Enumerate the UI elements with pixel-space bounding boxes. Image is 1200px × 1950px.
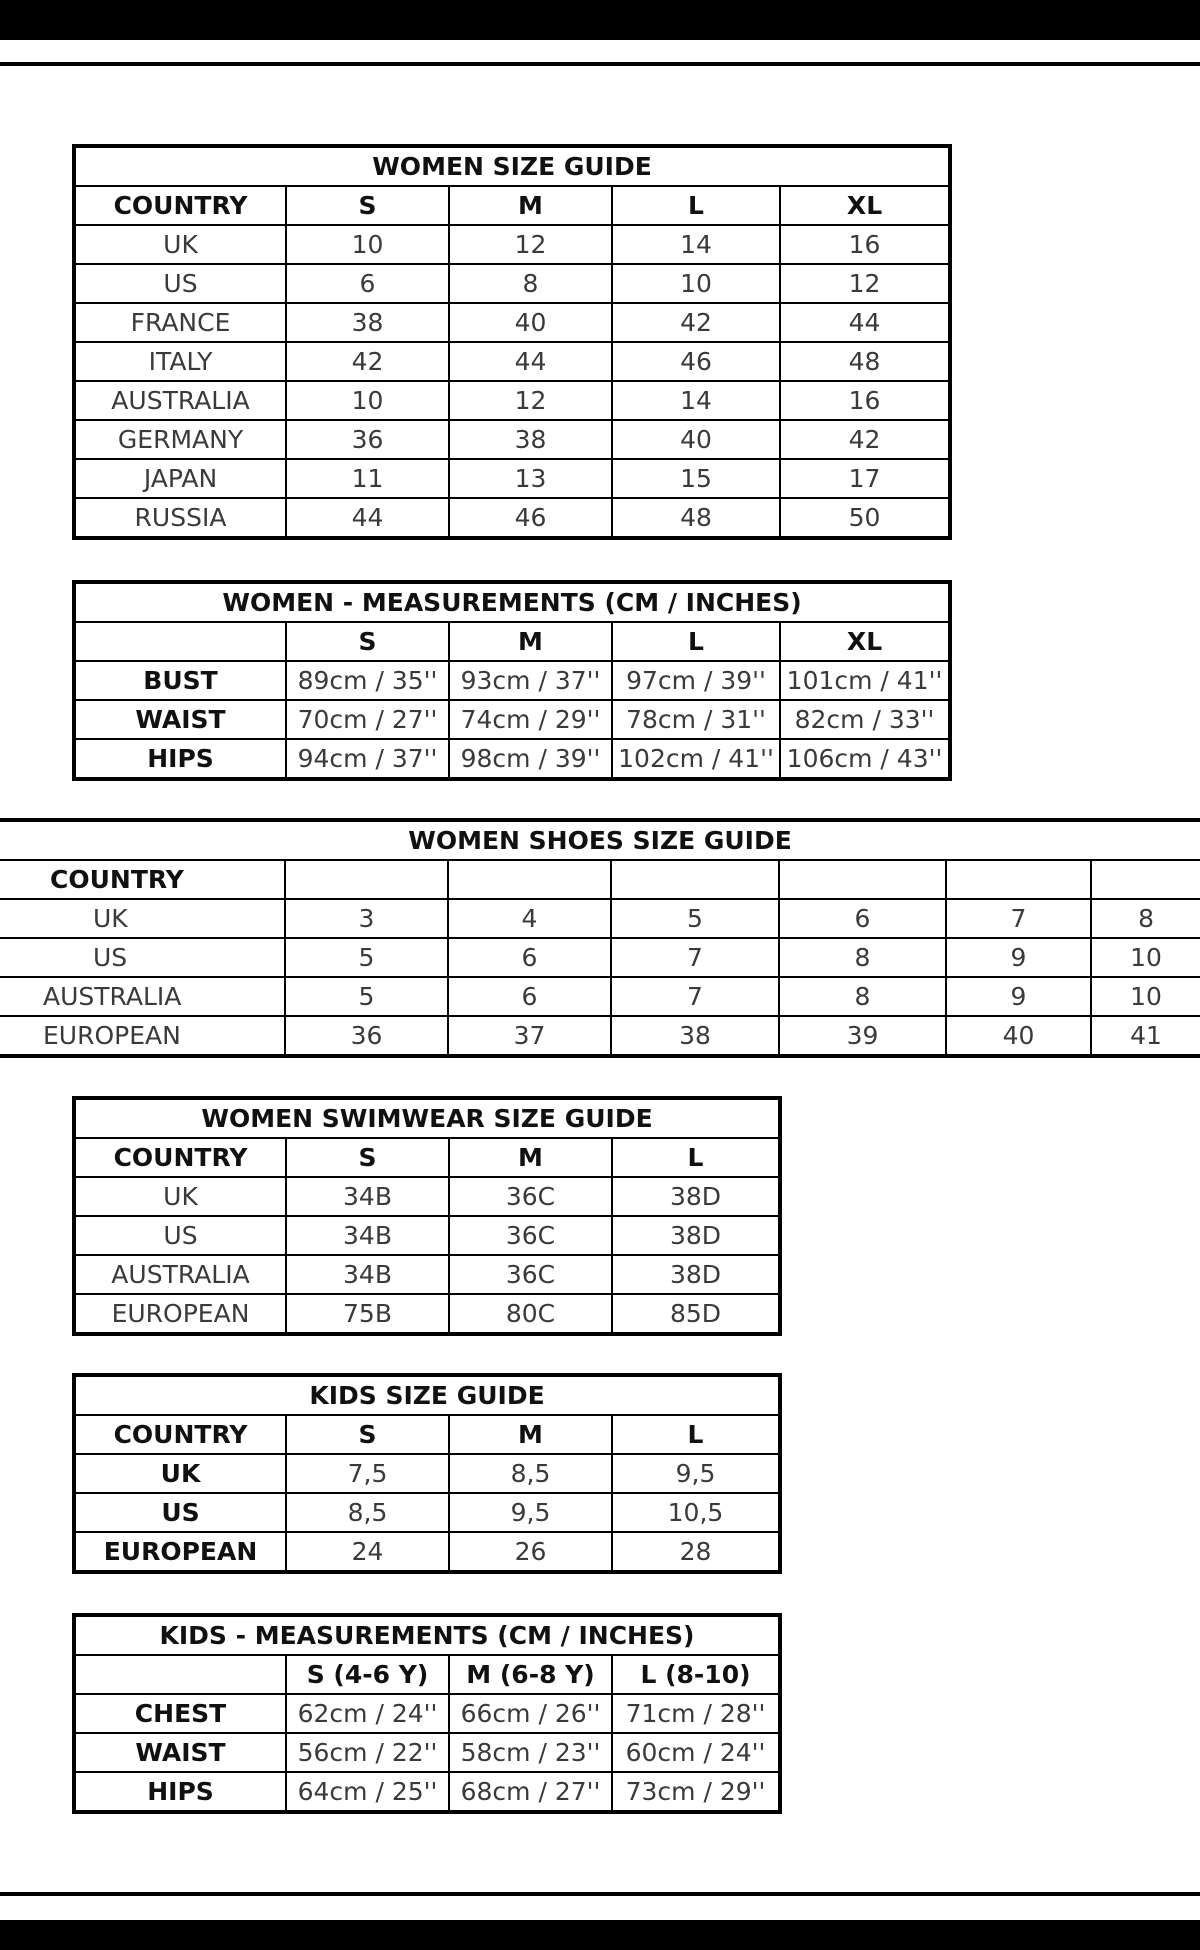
size-cell: 7 <box>946 899 1091 938</box>
bottom-black-bar <box>0 1920 1200 1950</box>
measure-label-cell: HIPS <box>74 1772 286 1812</box>
size-cell: 10,5 <box>612 1493 780 1532</box>
size-cell: 42 <box>612 303 780 342</box>
size-cell: 34B <box>286 1216 449 1255</box>
country-cell: US <box>74 264 286 303</box>
size-cell: 37 <box>448 1016 611 1056</box>
measure-cell: 97cm / 39'' <box>612 661 780 700</box>
header-cell: S <box>286 622 449 661</box>
size-cell: 9 <box>946 938 1091 977</box>
table-title: KIDS SIZE GUIDE <box>74 1375 780 1415</box>
table-row <box>74 1772 780 1812</box>
size-cell: 44 <box>286 498 449 538</box>
size-cell: 6 <box>779 899 946 938</box>
size-cell: 6 <box>448 938 611 977</box>
size-cell: 8 <box>779 977 946 1016</box>
table-row <box>74 303 950 342</box>
size-cell: 8,5 <box>449 1454 612 1493</box>
header-cell: L <box>612 186 780 225</box>
header-cell: L <box>612 1415 780 1454</box>
measure-label-cell: WAIST <box>74 1733 286 1772</box>
top-divider-line <box>0 62 1200 66</box>
size-cell: 46 <box>449 498 612 538</box>
country-cell: AUSTRALIA <box>74 381 286 420</box>
size-cell: 41 <box>1091 1016 1200 1056</box>
table-row <box>74 1255 780 1294</box>
size-cell: 38D <box>612 1177 780 1216</box>
size-cell: 38 <box>286 303 449 342</box>
size-cell: 5 <box>285 938 448 977</box>
table-header-row <box>74 622 950 661</box>
country-cell: FRANCE <box>74 303 286 342</box>
kids-measurements-table <box>72 1613 782 1814</box>
header-cell: COUNTRY <box>74 1415 286 1454</box>
measure-cell: 70cm / 27'' <box>286 700 449 739</box>
size-cell: 36 <box>285 1016 448 1056</box>
table-title: WOMEN SIZE GUIDE <box>74 146 950 186</box>
size-cell: 44 <box>780 303 950 342</box>
table-title: WOMEN - MEASUREMENTS (CM / INCHES) <box>74 582 950 622</box>
measure-cell: 62cm / 24'' <box>286 1694 449 1733</box>
country-cell: US <box>0 938 285 977</box>
table-row <box>74 739 950 779</box>
header-cell: L <box>612 1138 780 1177</box>
table-title: WOMEN SHOES SIZE GUIDE <box>0 820 1200 860</box>
measure-label-cell: CHEST <box>74 1694 286 1733</box>
header-cell: M (6-8 Y) <box>449 1655 612 1694</box>
header-cell: S <box>286 1415 449 1454</box>
size-cell: 13 <box>449 459 612 498</box>
size-cell: 34B <box>286 1177 449 1216</box>
size-cell: 36C <box>449 1216 612 1255</box>
size-cell: 40 <box>449 303 612 342</box>
table-row <box>74 459 950 498</box>
country-cell: AUSTRALIA <box>74 1255 286 1294</box>
size-cell: 85D <box>612 1294 780 1334</box>
size-cell: 10 <box>612 264 780 303</box>
size-cell: 9 <box>946 977 1091 1016</box>
size-cell: 16 <box>780 381 950 420</box>
measure-cell: 101cm / 41'' <box>780 661 950 700</box>
size-cell: 8 <box>1091 899 1200 938</box>
table-row <box>0 899 1200 938</box>
bottom-divider-line <box>0 1892 1200 1896</box>
table-row <box>0 977 1200 1016</box>
size-cell: 44 <box>449 342 612 381</box>
header-cell <box>1091 860 1200 899</box>
header-cell: L (8-10) <box>612 1655 780 1694</box>
size-cell: 7 <box>611 938 779 977</box>
size-cell: 7 <box>611 977 779 1016</box>
country-cell: EUROPEAN <box>74 1532 286 1572</box>
size-cell: 6 <box>286 264 449 303</box>
table-row <box>74 498 950 538</box>
measure-cell: 102cm / 41'' <box>612 739 780 779</box>
size-cell: 28 <box>612 1532 780 1572</box>
measure-cell: 78cm / 31'' <box>612 700 780 739</box>
women-shoes-size-guide-table <box>0 818 1200 1058</box>
table-title: KIDS - MEASUREMENTS (CM / INCHES) <box>74 1615 780 1655</box>
size-cell: 17 <box>780 459 950 498</box>
table-header-row <box>74 1138 780 1177</box>
header-cell: COUNTRY <box>74 186 286 225</box>
header-cell <box>74 1655 286 1694</box>
size-cell: 5 <box>285 977 448 1016</box>
table-row <box>74 1177 780 1216</box>
size-cell: 38 <box>449 420 612 459</box>
size-cell: 75B <box>286 1294 449 1334</box>
table-title-row <box>74 582 950 622</box>
header-cell: M <box>449 622 612 661</box>
size-cell: 9,5 <box>449 1493 612 1532</box>
size-cell: 40 <box>612 420 780 459</box>
country-cell: UK <box>74 1454 286 1493</box>
size-cell: 8 <box>779 938 946 977</box>
header-cell: COUNTRY <box>0 860 285 899</box>
size-cell: 48 <box>612 498 780 538</box>
table-title-row <box>74 1615 780 1655</box>
table-row <box>74 342 950 381</box>
measure-cell: 94cm / 37'' <box>286 739 449 779</box>
header-cell <box>74 622 286 661</box>
table-row <box>74 381 950 420</box>
size-cell: 80C <box>449 1294 612 1334</box>
size-cell: 12 <box>449 381 612 420</box>
size-cell: 15 <box>612 459 780 498</box>
country-cell: EUROPEAN <box>74 1294 286 1334</box>
table-row <box>74 700 950 739</box>
table-title: WOMEN SWIMWEAR SIZE GUIDE <box>74 1098 780 1138</box>
country-cell: US <box>74 1493 286 1532</box>
table-title-row <box>74 1098 780 1138</box>
measure-label-cell: WAIST <box>74 700 286 739</box>
table-title-row <box>74 1375 780 1415</box>
size-cell: 16 <box>780 225 950 264</box>
size-cell: 12 <box>449 225 612 264</box>
table-header-row <box>74 1415 780 1454</box>
size-cell: 10 <box>1091 938 1200 977</box>
country-cell: UK <box>74 225 286 264</box>
size-cell: 24 <box>286 1532 449 1572</box>
table-row <box>74 225 950 264</box>
size-cell: 34B <box>286 1255 449 1294</box>
measure-cell: 60cm / 24'' <box>612 1733 780 1772</box>
size-cell: 6 <box>448 977 611 1016</box>
size-cell: 14 <box>612 381 780 420</box>
measure-cell: 74cm / 29'' <box>449 700 612 739</box>
header-cell <box>611 860 779 899</box>
size-cell: 38 <box>611 1016 779 1056</box>
header-cell: COUNTRY <box>74 1138 286 1177</box>
table-row <box>74 1493 780 1532</box>
table-title-row <box>0 820 1200 860</box>
size-cell: 36 <box>286 420 449 459</box>
table-row <box>0 1016 1200 1056</box>
country-cell: US <box>74 1216 286 1255</box>
size-cell: 46 <box>612 342 780 381</box>
measure-cell: 58cm / 23'' <box>449 1733 612 1772</box>
table-header-row <box>74 1655 780 1694</box>
size-cell: 4 <box>448 899 611 938</box>
country-cell: ITALY <box>74 342 286 381</box>
measure-cell: 98cm / 39'' <box>449 739 612 779</box>
size-cell: 7,5 <box>286 1454 449 1493</box>
size-cell: 40 <box>946 1016 1091 1056</box>
header-cell: M <box>449 186 612 225</box>
top-black-bar <box>0 0 1200 40</box>
women-swimwear-size-guide-table <box>72 1096 782 1336</box>
table-row <box>74 1294 780 1334</box>
header-cell: S <box>286 1138 449 1177</box>
size-cell: 10 <box>1091 977 1200 1016</box>
header-cell <box>779 860 946 899</box>
size-cell: 39 <box>779 1016 946 1056</box>
size-cell: 11 <box>286 459 449 498</box>
measure-cell: 82cm / 33'' <box>780 700 950 739</box>
header-cell <box>946 860 1091 899</box>
header-cell <box>285 860 448 899</box>
size-cell: 36C <box>449 1177 612 1216</box>
size-cell: 12 <box>780 264 950 303</box>
size-cell: 36C <box>449 1255 612 1294</box>
measure-cell: 56cm / 22'' <box>286 1733 449 1772</box>
women-measurements-table <box>72 580 952 781</box>
table-header-row <box>0 860 1200 899</box>
table-row <box>74 1454 780 1493</box>
table-row <box>74 420 950 459</box>
size-cell: 8 <box>449 264 612 303</box>
country-cell: AUSTRALIA <box>0 977 285 1016</box>
measure-label-cell: HIPS <box>74 739 286 779</box>
table-row <box>74 1216 780 1255</box>
size-cell: 48 <box>780 342 950 381</box>
size-cell: 50 <box>780 498 950 538</box>
size-cell: 42 <box>780 420 950 459</box>
size-cell: 9,5 <box>612 1454 780 1493</box>
size-cell: 42 <box>286 342 449 381</box>
table-row <box>74 661 950 700</box>
kids-size-guide-table <box>72 1373 782 1574</box>
country-cell: EUROPEAN <box>0 1016 285 1056</box>
header-cell: S (4-6 Y) <box>286 1655 449 1694</box>
header-cell: XL <box>780 186 950 225</box>
measure-cell: 106cm / 43'' <box>780 739 950 779</box>
header-cell <box>448 860 611 899</box>
size-cell: 14 <box>612 225 780 264</box>
country-cell: RUSSIA <box>74 498 286 538</box>
header-cell: L <box>612 622 780 661</box>
country-cell: GERMANY <box>74 420 286 459</box>
size-cell: 26 <box>449 1532 612 1572</box>
header-cell: M <box>449 1138 612 1177</box>
measure-cell: 93cm / 37'' <box>449 661 612 700</box>
size-cell: 8,5 <box>286 1493 449 1532</box>
table-header-row <box>74 186 950 225</box>
measure-cell: 71cm / 28'' <box>612 1694 780 1733</box>
measure-cell: 64cm / 25'' <box>286 1772 449 1812</box>
measure-cell: 89cm / 35'' <box>286 661 449 700</box>
header-cell: S <box>286 186 449 225</box>
size-cell: 10 <box>286 381 449 420</box>
size-cell: 3 <box>285 899 448 938</box>
header-cell: M <box>449 1415 612 1454</box>
size-cell: 10 <box>286 225 449 264</box>
measure-label-cell: BUST <box>74 661 286 700</box>
country-cell: JAPAN <box>74 459 286 498</box>
country-cell: UK <box>74 1177 286 1216</box>
table-title-row <box>74 146 950 186</box>
table-row <box>0 938 1200 977</box>
size-cell: 38D <box>612 1255 780 1294</box>
table-row <box>74 1694 780 1733</box>
country-cell: UK <box>0 899 285 938</box>
measure-cell: 73cm / 29'' <box>612 1772 780 1812</box>
table-row <box>74 1532 780 1572</box>
women-size-guide-table <box>72 144 952 540</box>
table-row <box>74 264 950 303</box>
measure-cell: 66cm / 26'' <box>449 1694 612 1733</box>
table-row <box>74 1733 780 1772</box>
header-cell: XL <box>780 622 950 661</box>
measure-cell: 68cm / 27'' <box>449 1772 612 1812</box>
size-cell: 38D <box>612 1216 780 1255</box>
size-cell: 5 <box>611 899 779 938</box>
